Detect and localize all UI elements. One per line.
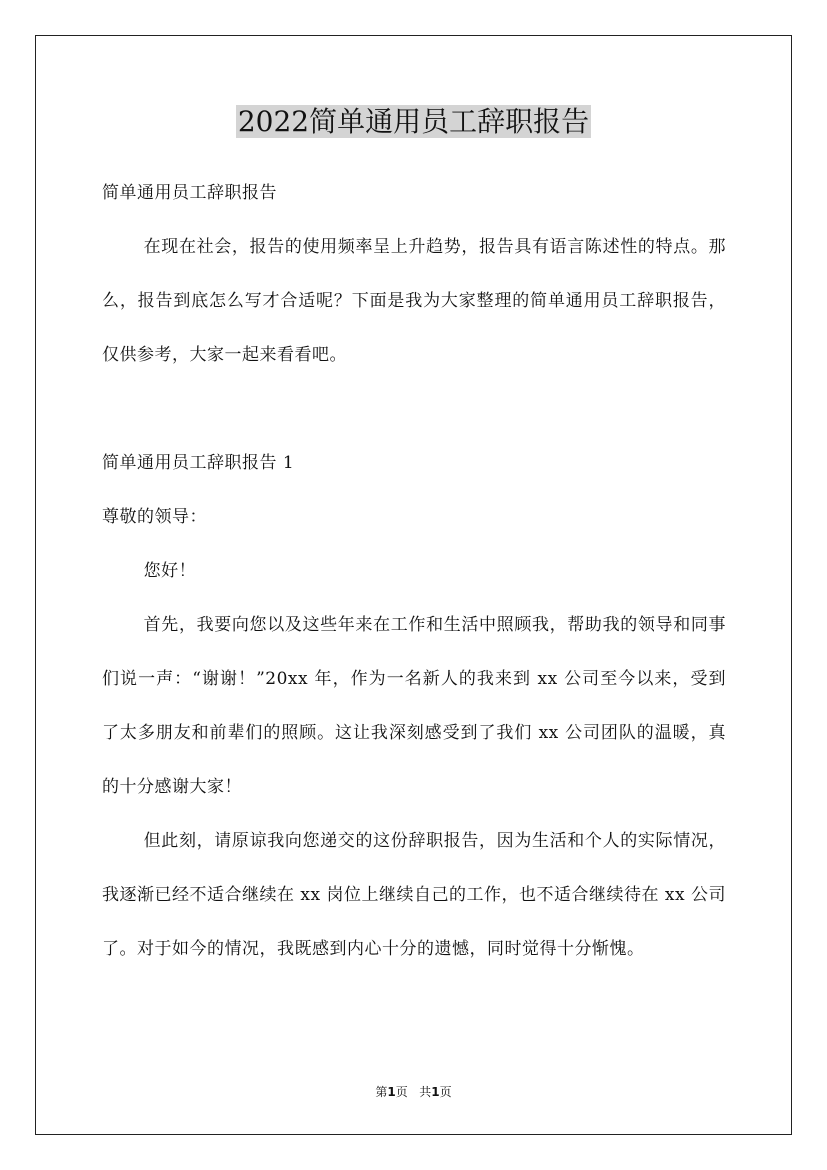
- paragraph-gap: [102, 382, 726, 436]
- salutation: 尊敬的领导：: [102, 507, 207, 527]
- page-footer: [0, 1083, 827, 1100]
- footer-total-prefix: 共: [419, 1085, 432, 1099]
- document-title: [0, 100, 827, 144]
- body-paragraph-2: 但此刻，请原谅我向您递交的这份辞职报告，因为生活和个人的实际情况，我逐渐已经不适合继续在 xx 岗位上继续自己的工作，也不适合继续待在 xx 公司了。对于如今的情况，我既感到内心十分的遗憾，同时觉得十分惭愧。: [102, 831, 726, 959]
- document-body: [102, 166, 726, 976]
- footer-page-suffix: 页: [395, 1085, 408, 1099]
- footer-page-prefix: 第: [375, 1085, 388, 1099]
- footer-total-suffix: 页: [439, 1085, 452, 1099]
- footer-page-number: 1: [387, 1085, 396, 1099]
- section-title: 简单通用员工辞职报告 1: [102, 453, 295, 473]
- document-title-text: 2022简单通用员工辞职报告: [237, 105, 590, 138]
- intro-paragraph: 在现在社会，报告的使用频率呈上升趋势，报告具有语言陈述性的特点。那么，报告到底怎么写才合适呢？下面是我为大家整理的简单通用员工辞职报告，仅供参考，大家一起来看看吧。: [102, 237, 726, 365]
- body-paragraph-1: 首先，我要向您以及这些年来在工作和生活中照顾我，帮助我的领导和同事们说一声：“谢谢！”20xx 年，作为一名新人的我来到 xx 公司至今以来，受到了太多朋友和前辈们的照顾。这让我深刻感受到了我们 xx 公司团队的温暖，真的十分感谢大家！: [102, 615, 726, 797]
- footer-total-number: 1: [431, 1085, 440, 1099]
- document-subtitle: 简单通用员工辞职报告: [102, 183, 277, 203]
- greeting: 您好！: [143, 561, 197, 581]
